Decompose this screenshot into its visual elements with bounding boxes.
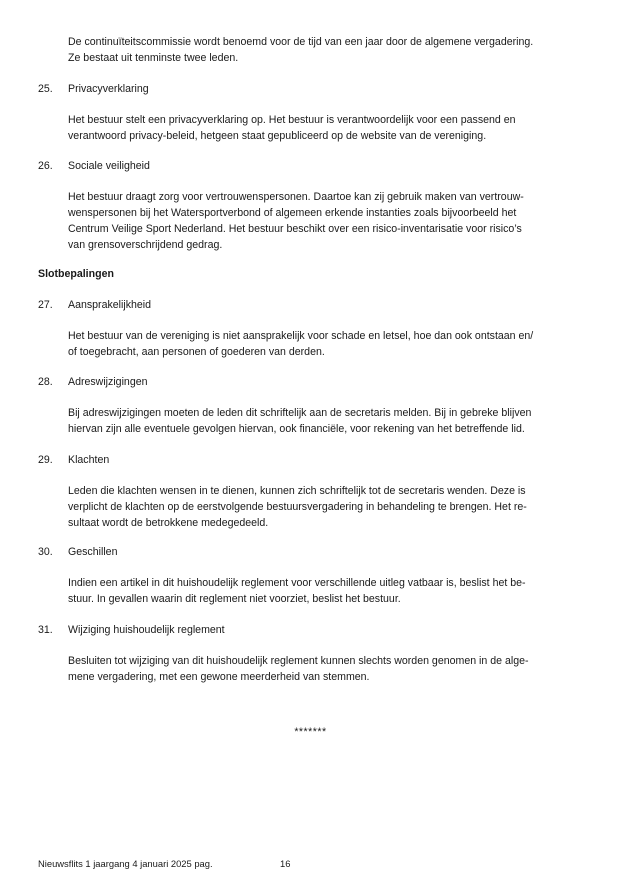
article-paragraph-28 [68,405,583,437]
paragraph-line: Besluiten tot wijziging van dit huishoudelijk reglement kunnen slechts worden genomen in de alge- [68,655,529,667]
article-title: Aansprakelijkheid [68,299,152,311]
end-separator: ******* [294,726,327,738]
page-footer [38,856,291,872]
paragraph-line: Het bestuur van de vereniging is niet aansprakelijk voor schade en letsel, hoe dan ook ontstaan en/ [68,330,534,342]
article-number: 31. [38,624,53,636]
article-heading-26 [38,158,150,174]
article-number: 26. [38,160,53,172]
article-heading-25 [38,81,149,97]
article-heading-28 [38,374,148,390]
paragraph-line: Het bestuur stelt een privacyverklaring op. Het bestuur is verantwoordelijk voor een passend en [68,114,516,126]
article-number: 25. [38,83,53,95]
paragraph-line: verplicht de klachten op de eerstvolgende bestuursvergadering in behandeling te brengen. Het re- [68,501,527,513]
article-title: Adreswijzigingen [68,376,148,388]
paragraph-line: wenspersonen bij het Watersportverbond of algemeen erkende instanties zoals bijvoorbeeld het [68,207,517,219]
page-number: 16 [280,858,291,869]
paragraph-line: stuur. In gevallen waarin dit reglement niet voorziet, beslist het bestuur. [68,593,401,605]
paragraph-line: sultaat wordt de betrokkene medegedeeld. [68,517,269,529]
paragraph-line: Ze bestaat uit tenminste twee leden. [68,52,239,64]
article-title: Privacyverklaring [68,83,149,95]
article-paragraph-25 [68,112,583,144]
paragraph-line: hiervan zijn alle eventuele gevolgen hiervan, ook financiële, voor rekening van het betreffende lid. [68,423,525,435]
paragraph-line: Leden die klachten wensen in te dienen, kunnen zich schriftelijk tot de secretaris wenden. Deze is [68,485,526,497]
paragraph-line: of toegebracht, aan personen of goederen van derden. [68,346,325,358]
article-title: Geschillen [68,546,118,558]
paragraph-line: Indien een artikel in dit huishoudelijk reglement voor verschillende uitleg vatbaar is, beslist het be- [68,577,526,589]
article-paragraph-31 [68,653,583,685]
article-number: 30. [38,546,53,558]
footer-publication: Nieuwsflits 1 jaargang 4 januari 2025 pag. [38,858,213,869]
section-heading: Slotbepalingen [38,268,114,280]
article-number: 28. [38,376,53,388]
article-heading-29 [38,452,109,468]
article-heading-27 [38,297,151,313]
article-paragraph-26 [68,189,583,253]
article-number: 29. [38,454,53,466]
article-number: 27. [38,299,53,311]
article-paragraph-29 [68,483,583,531]
article-title: Wijziging huishoudelijk reglement [68,624,225,636]
intro-paragraph [68,34,583,66]
article-paragraph-30 [68,575,583,607]
paragraph-line: van grensoverschrijdend gedrag. [68,239,223,251]
paragraph-line: De continuïteitscommissie wordt benoemd voor de tijd van een jaar door de algemene vergadering. [68,36,534,48]
article-heading-31 [38,622,225,638]
article-title: Sociale veiligheid [68,160,150,172]
article-paragraph-27 [68,328,583,360]
paragraph-line: Bij adreswijzigingen moeten de leden dit schriftelijk aan de secretaris melden. Bij in gebreke blijven [68,407,532,419]
paragraph-line: Centrum Veilige Sport Nederland. Het bestuur beschikt over een risico-inventarisatie voor risico’s [68,223,522,235]
paragraph-line: mene vergadering, met een gewone meerderheid van stemmen. [68,671,370,683]
article-heading-30 [38,544,117,560]
article-title: Klachten [68,454,110,466]
paragraph-line: verantwoord privacy-beleid, hetgeen staat gepubliceerd op de website van de vereniging. [68,130,487,142]
paragraph-line: Het bestuur draagt zorg voor vertrouwenspersonen. Daartoe kan zij gebruik maken van vertrouw- [68,191,524,203]
